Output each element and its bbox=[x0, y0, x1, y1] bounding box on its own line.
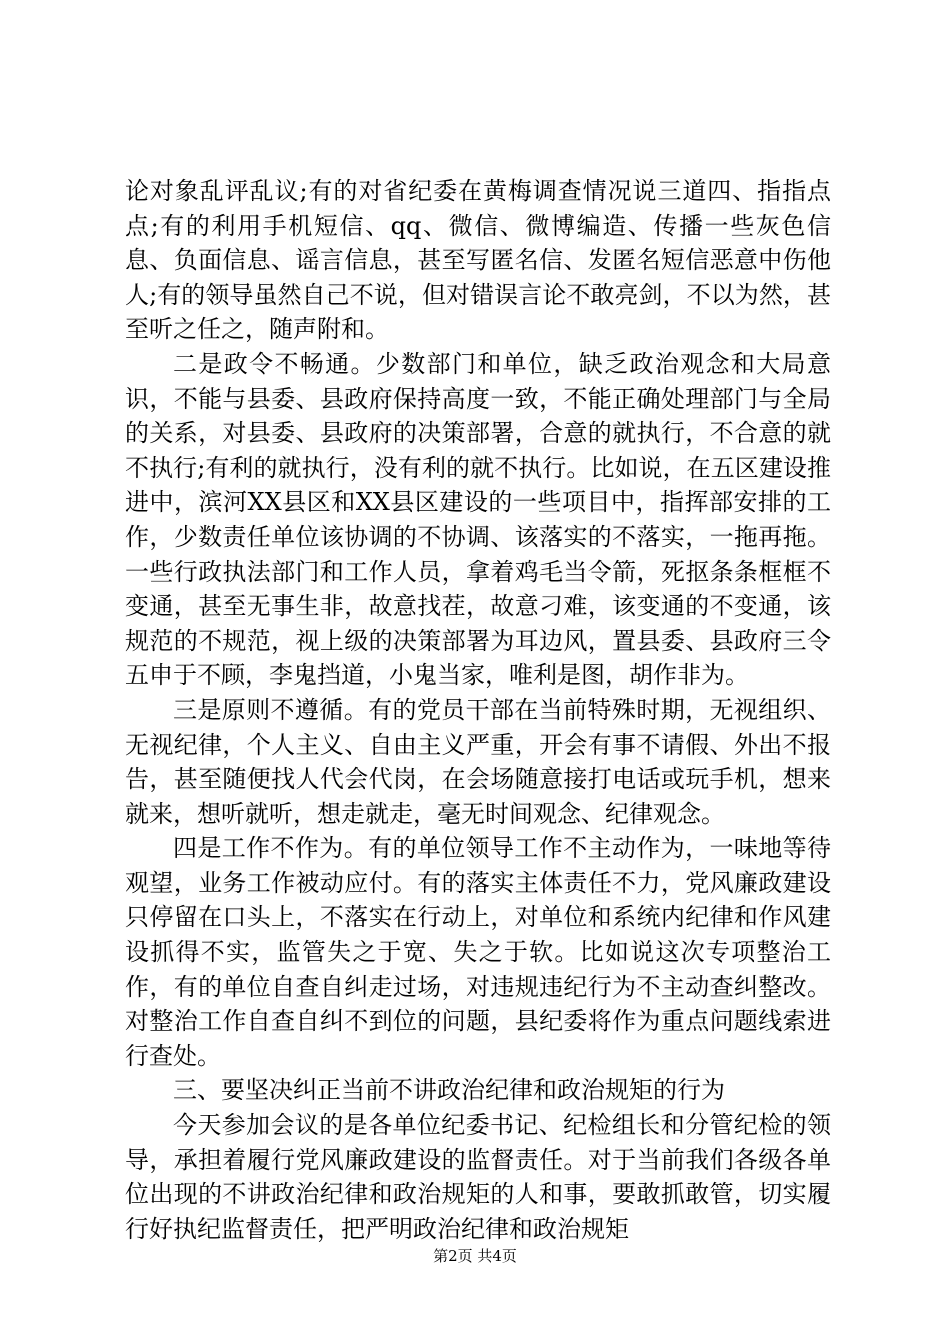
section-heading: 三、要坚决纠正当前不讲政治纪律和政治规矩的行为 bbox=[173, 1076, 725, 1105]
paragraph-section-2: 二是政令不畅通。少数部门和单位，缺乏政治观念和大局意识，不能与县委、县政府保持高度一致，不能正确处理部门与全局的关系，对县委、县政府的决策部署，合意的就执行，不合意的就不执行;有利的就执行，没有利的就不执行。比如说，在五区建设推进中，滨河XX县区和XX县区建设的一些项目中，指挥部安排的工作，少数责任单位该协调的不协调、该落实的不落实，一拖再拖。一些行政执法部门和工作人员，拿着鸡毛当令箭，死抠条条框框不变通，甚至无事生非，故意找茬，故意刁难，该变通的不变通，该规范的不规范，视上级的决策部署为耳边风，置县委、县政府三令五申于不顾，李鬼挡道，小鬼当家，唯利是图，胡作非为。 bbox=[125, 349, 831, 690]
paragraph-section-3: 三是原则不遵循。有的党员干部在当前特殊时期，无视组织、无视纪律，个人主义、自由主义严重，开会有事不请假、外出不报告，甚至随便找人代会代岗，在会场随意接打电话或玩手机，想来就来，想听就听，想走就走，毫无时间观念、纪律观念。 bbox=[125, 695, 831, 828]
document-body bbox=[125, 174, 831, 1246]
page-number-footer: 第2页 共4页 bbox=[433, 1247, 517, 1265]
paragraph-intro: 今天参加会议的是各单位纪委书记、纪检组长和分管纪检的领导，承担着履行党风廉政建设的监督责任。对于当前我们各级各单位出现的不讲政治纪律和政治规矩的人和事，要敢抓敢管，切实履行好执纪监督责任，把严明政治纪律和政治规矩 bbox=[125, 1111, 831, 1243]
paragraph-continued: 论对象乱评乱议;有的对省纪委在黄梅调查情况说三道四、指指点点;有的利用手机短信、qq、微信、微博编造、传播一些灰色信息、负面信息、谣言信息，甚至写匿名信、发匿名短信恶意中伤他人;有的领导虽然自己不说，但对错误言论不敢亮剑，不以为然，甚至听之任之，随声附和。 bbox=[125, 177, 831, 344]
paragraph-section-4: 四是工作不作为。有的单位领导工作不主动作为，一味地等待观望，业务工作被动应付。有的落实主体责任不力，党风廉政建设只停留在口头上，不落实在行动上，对单位和系统内纪律和作风建设抓得不实，监管失之于宽、失之于软。比如说这次专项整治工作，有的单位自查自纠走过场，对违规违纪行为不主动查纠整改。对整治工作自查自纠不到位的问题，县纪委将作为重点问题线索进行查处。 bbox=[125, 834, 831, 1070]
